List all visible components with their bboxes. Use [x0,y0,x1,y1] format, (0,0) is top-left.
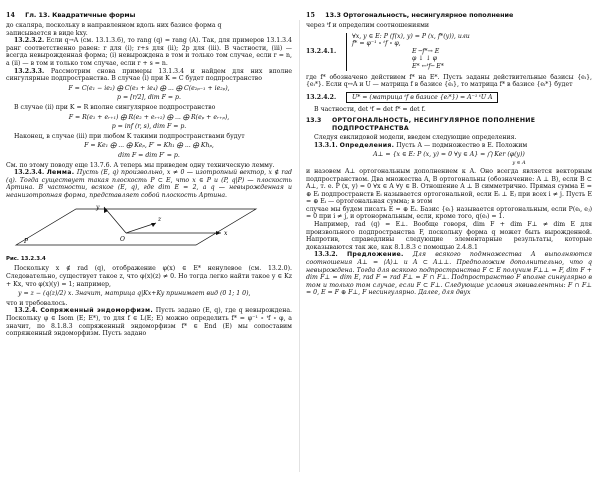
formula-3: F = Ke₁ ⨁ ... ⨁ Keₚ, F′ = Kh₁ ⨁ ... ⨁ Khₚ, [84,142,214,150]
running-head-title-left: Гл. 13. Квадратичные формы [25,11,136,19]
formula-1b: p = [r/2], dim F = p. [117,94,181,102]
formula-2b: p = inf (r, s), dim F = p. [111,123,187,131]
plane-diagram [6,201,292,253]
formula-5-subscript: y ∈ A [512,159,526,166]
lemma-title: Лемма. [46,169,75,177]
section-13-3-heading [306,117,592,132]
definition-text: и назовем A⊥ ортогональным дополнением к A. Оно всегда является векторным подпространством. Два множества A, B ортогональны (обозначение: A ⊥ B), если B ⊂ A⊥, т. е. P (x, y) = 0 ∀x ∈ A ∀y ∈ B. Отношение A ⊥ B симметрично. Прямая сумма E = ⊕ Eᵢ подпространств Eᵢ называется ортогональной, если Eᵢ ⊥ Eⱼ при всех i ≠ j. Пусть E = ⊕ Eᵢ — ортогональная сумма; в этом [306,167,592,206]
formula-3b: dim F = dim F′ = p. [118,151,180,159]
right-page [306,22,592,472]
page-gutter [299,20,300,472]
paragraph-text: Если q→A (см. 13.1.3.6), то rang (q) = rang (A). Так, для примеров 13.1.3.4 ранг соответственно равен: r для (i); r+s для (ii); 2p для (iii). В частности, (iii) — всегда невырожденная форма; (i) невырождена в том и только том случае, если r = n, а (ii) — в том и только том случае, если r + s = n. [6,37,292,67]
proposition-text: Для всякого подмножества A выполняются соотношения A⊥ = ⟨A⟩⊥ и A ⊂ A⊥⊥. Предположим дополнительно, что q невырождена. Тогда для всякого подпространства F ⊂ E получим F⊥⊥ = F, dim F + dim F⊥ = dim E, rad F = rad F⊥ = F ∩ F⊥. Подпространство F вполне сингулярно в том и только том случае, если F ⊂ F⊥. Следующие условия эквивалентны: F ∩ F⊥ = 0, E = F ⊕ F⊥, F несингулярно. Далее, для двух [306,251,592,297]
paragraph-13-2-4 [6,307,292,337]
vector-z [126,223,156,233]
label-p: P [24,238,29,246]
page-number-right: 15 [306,11,315,19]
section-number: 13.2.3.4. [14,169,45,177]
formula-line: f* = φ⁻¹ ∘ ᵗf ∘ φ, [352,40,401,48]
diagram-line: φ ↓ ↓ φ [412,55,437,63]
text-line: записывается в виде kxy. [6,29,88,37]
plane-shape [16,209,256,245]
paragraph-text: Пусть A — подмножество в E. Положим [396,141,528,149]
section-title: Сопряженный эндоморфизм. [40,307,154,315]
formula-13-2-4-1 [306,33,592,71]
see-also-text: См. по этому поводу еще 13.7.6. А теперь мы приведем одну техническую лемму. [6,161,275,169]
lemma-text: Пусть (E, q) произвольно, x ≠ 0 — изотропный вектор, x ∉ rad (q). Тогда существует такая плоскость P ⊂ E, что x ∈ P и (P, q|P) — плоскость Артина. В частности, всякое (E, q), где dim E = 2, a q — невырожденная и неанизотропная форма, представляет собой плоскость Артина. [6,169,292,199]
text-line: до скаляра, поскольку в направленном вдоль них базисе форма q [6,22,222,29]
section-number: 13.2.4. [14,307,38,315]
section-number: 13.3 [306,116,322,124]
formula-13-2-4-2 [306,92,592,104]
left-page [6,22,292,472]
proof-text: Поскольку x ∉ rad (q), отображение φ(x) ∈ E* ненулевое (см. 13.2.0). Следовательно, существует такое z, что φ(x)(z) ≠ 0. Но тогда легко найти такое y ∈ Kz + Kx, что φ(x)(y) = 1; например, [6,265,292,288]
proposition-title: Предложение. [346,251,404,259]
definition-title: Определения. [339,141,395,149]
running-head-title-right: 13.3 Ортогональность, несингулярное пополнение [325,11,514,19]
paragraph-13-3-1 [306,142,592,150]
paragraph-text: Пусть задано (E, q), где q невырождена. Поскольку φ ∈ Isom (E; E*), то для f ∈ L(E; E) можно определить f* = φ⁻¹ ∘ ᵗf ∘ φ, а значит, по 8.1.8.3 сопряженный эндоморфизм f* ∈ End (E) мы сопоставим сопряженный эндоморфизм. Пусть задано [6,307,292,338]
section-number: 13.2.3.2. [14,37,45,45]
paragraph-13-2-3-3 [6,68,292,83]
paragraph-text: Рассмотрим снова примеры 13.1.3.4 и найдем для них вполне сингулярные подпространства. В случае (i) при K = C будет подпространство [6,67,292,83]
section-number: 13.2.4.2. [306,93,337,101]
example-text: Например, rad (q) = E⊥. Вообще говоря, dim F + dim F⊥ ≠ dim E для произвольного подпространства F, поскольку форма q может быть вырожденной. Напротив, справедливы следующие элементарные результаты, которые доказываются так же, как 8.1.8.3 с помощью 2.4.8.1 [306,221,592,251]
formula-body [346,33,592,71]
after-formula-text: где f* обозначено действием f* на E*. Пусть заданы действительные базисы {eᵢ}, {eᵢ*}. Если q↔A и U — матрица f в базисе {eᵢ}, то матрица f* в базисе {eᵢ*} будет [306,73,592,89]
done-text: что и требовалось. [6,299,68,307]
formula-2: F = R(e₁ + eᵣ₊₁) ⨁ R(e₂ + eᵣ₊₂) ⨁ ... ⨁ R(eₚ + eᵣ₊ₚ), [68,113,230,121]
lemma-13-2-3-4 [6,169,292,199]
arrow-z [151,223,156,227]
section-number: 13.2.4.1. [306,47,337,55]
formula-line: ∀x, y ∈ E: P (f(x), y) = P (x, f*(y)), или [352,32,470,40]
diagram-line: E ─f*→ E [412,47,440,55]
section-number: 13.3.2. [314,251,338,259]
boxed-formula: U* = (матрица ᵗf в базисе {eᵢ*}) = A⁻¹ ᵗU A [346,92,498,104]
intro-text: через ᵗf и определим соотношениями [306,22,430,29]
formula-1: F = C(e₁ − ie₂) ⨁ C(e₃ + ie₄) ⨁ ... ⨁ C(e₂ₚ₋₁ + ie₂ₚ), [68,84,230,92]
label-z: z [158,216,162,224]
arrow-y [104,207,108,213]
paragraph-13-2-3-2 [6,37,292,67]
running-head-left [6,12,135,20]
case-text: случае мы будем писать E = ⊕ Eᵢ. Базис {eᵢ} называется ортогональным, если P(eᵢ, eⱼ) = 0 при i ≠ j, и ортонормальным, если, кроме того, q(eᵢ) = 1. [306,205,592,221]
figure-caption: Рис. 13.2.3.4 [6,256,46,263]
running-head-right [306,12,513,20]
in-particular-text: В частности, det ᵗf = det f* = det f. [314,106,426,114]
section-title: ОРТОГОНАЛЬНОСТЬ, НЕСИНГУЛЯРНОЕ ПОПОЛНЕНИЕ ПОДПРОСТРАНСТВА [332,116,536,132]
proposition-13-3-2 [306,251,592,297]
case-iii-text: Наконец, в случае (iii) при любом K такими подпространствами будут [14,132,245,140]
section-intro: Следуя евклидовой модели, введем следующие определения. [314,134,517,142]
section-number: 13.3.1. [314,141,338,149]
formula-4: y = z − (q(z)/2) x. Значит, матрица q|Kx+Ky принимает вид (0 1; 1 0), [18,290,251,298]
figure-artin-plane [6,201,292,263]
case-ii-text: В случае (ii) при K = R вполне сингулярное подпространство [14,103,216,111]
label-y: y [96,204,100,212]
section-number: 13.2.3.3. [14,67,45,75]
diagram-line: E* ←ᵗf─ E* [412,62,444,70]
label-o: O [120,236,125,244]
formula-5: A⊥ = {x ∈ E: P (x, y) = 0 ∀y ∈ A} = ⋂ Ker (φ(y)) [373,151,525,159]
label-x: x [224,230,228,238]
page-number-left: 14 [6,11,15,19]
